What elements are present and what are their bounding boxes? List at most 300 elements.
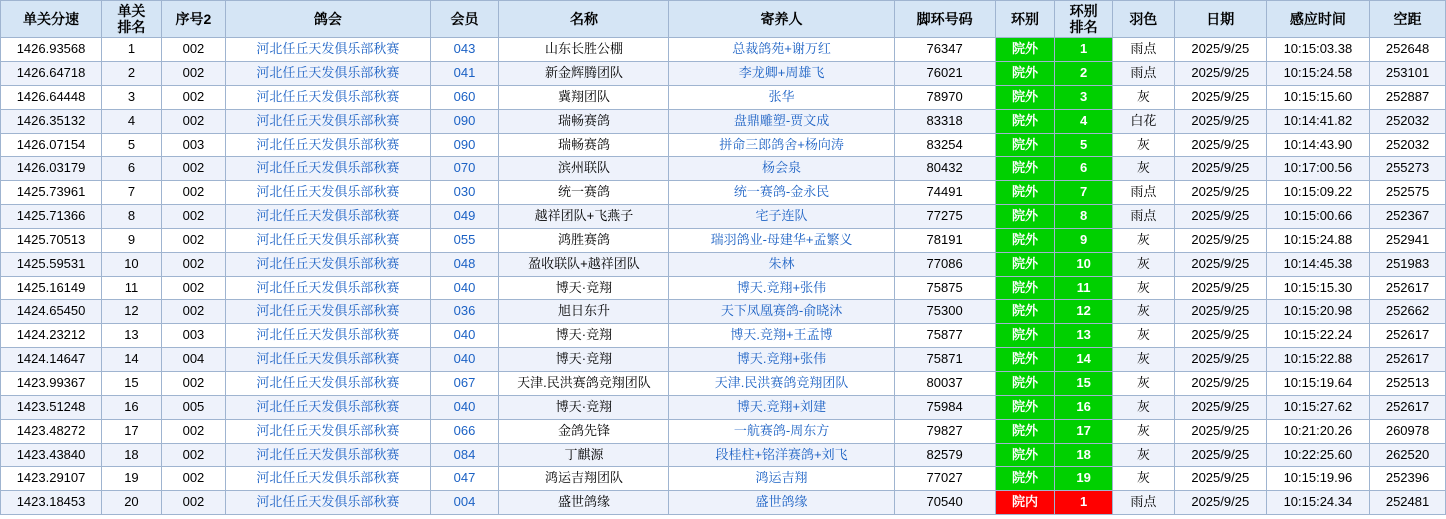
cell-seq: 002 <box>161 419 225 443</box>
cell-dist: 252396 <box>1370 467 1446 491</box>
cell-time: 10:15:19.96 <box>1266 467 1369 491</box>
cell-foster: 博天.竞翔+刘建 <box>669 395 894 419</box>
cell-ring: 78970 <box>894 85 995 109</box>
cell-date: 2025/9/25 <box>1174 348 1266 372</box>
cell-date: 2025/9/25 <box>1174 38 1266 62</box>
column-header-text: 空距 <box>1393 11 1422 28</box>
column-header-text: 名称 <box>569 11 598 28</box>
cell-seq: 002 <box>161 62 225 86</box>
cell-foster: 瑞羽鸽业-母建华+孟繁义 <box>669 228 894 252</box>
cell-dist: 253101 <box>1370 62 1446 86</box>
cell-time: 10:15:15.30 <box>1266 276 1369 300</box>
cell-club: 河北任丘天发俱乐部秋赛 <box>226 372 430 396</box>
cell-area: 院外 <box>995 276 1055 300</box>
cell-seq: 002 <box>161 491 225 515</box>
cell-date: 2025/9/25 <box>1174 133 1266 157</box>
cell-area: 院外 <box>995 419 1055 443</box>
cell-name: 金鸽先锋 <box>499 419 669 443</box>
cell-foster: 段桂柱+铭洋赛鸽+刘飞 <box>669 443 894 467</box>
cell-rank: 16 <box>102 395 162 419</box>
cell-club: 河北任丘天发俱乐部秋赛 <box>226 324 430 348</box>
cell-club: 河北任丘天发俱乐部秋赛 <box>226 181 430 205</box>
cell-name: 天津.民洪赛鸽竞翔团队 <box>499 372 669 396</box>
cell-dist: 252617 <box>1370 324 1446 348</box>
column-header-speed[interactable] <box>1 1 102 38</box>
cell-area: 院外 <box>995 205 1055 229</box>
cell-arank: 8 <box>1055 205 1112 229</box>
column-header-text: 感应时间 <box>1289 11 1346 28</box>
column-header-text: 排名 <box>1069 19 1098 36</box>
cell-arank: 9 <box>1055 228 1112 252</box>
cell-speed: 1423.29107 <box>1 467 102 491</box>
table-row[interactable] <box>1 395 1446 419</box>
cell-ring: 75877 <box>894 324 995 348</box>
cell-dist: 252032 <box>1370 133 1446 157</box>
cell-name: 瑞畅赛鸽 <box>499 109 669 133</box>
column-header-text: 会员 <box>450 11 479 28</box>
cell-date: 2025/9/25 <box>1174 205 1266 229</box>
cell-ring: 75871 <box>894 348 995 372</box>
cell-name: 博天·竞翔 <box>499 395 669 419</box>
table-row[interactable] <box>1 348 1446 372</box>
cell-date: 2025/9/25 <box>1174 276 1266 300</box>
cell-speed: 1423.48272 <box>1 419 102 443</box>
cell-club: 河北任丘天发俱乐部秋赛 <box>226 205 430 229</box>
table-row[interactable] <box>1 491 1446 515</box>
cell-color: 雨点 <box>1112 205 1174 229</box>
column-header-text: 单关分速 <box>23 11 80 28</box>
cell-area: 院外 <box>995 38 1055 62</box>
cell-arank: 6 <box>1055 157 1112 181</box>
table-row[interactable] <box>1 109 1446 133</box>
table-row[interactable] <box>1 300 1446 324</box>
cell-date: 2025/9/25 <box>1174 181 1266 205</box>
table-row[interactable] <box>1 157 1446 181</box>
cell-date: 2025/9/25 <box>1174 467 1266 491</box>
cell-color: 雨点 <box>1112 181 1174 205</box>
cell-dist: 252513 <box>1370 372 1446 396</box>
column-header-member[interactable] <box>430 1 499 38</box>
table-row[interactable] <box>1 181 1446 205</box>
cell-speed: 1424.14647 <box>1 348 102 372</box>
cell-rank: 11 <box>102 276 162 300</box>
cell-color: 灰 <box>1112 300 1174 324</box>
cell-color: 灰 <box>1112 443 1174 467</box>
cell-date: 2025/9/25 <box>1174 252 1266 276</box>
cell-area: 院内 <box>995 491 1055 515</box>
table-row[interactable] <box>1 419 1446 443</box>
table-row[interactable] <box>1 252 1446 276</box>
cell-area: 院外 <box>995 157 1055 181</box>
cell-club: 河北任丘天发俱乐部秋赛 <box>226 157 430 181</box>
cell-name: 博天·竞翔 <box>499 324 669 348</box>
column-header-date[interactable] <box>1174 1 1266 38</box>
column-header-text: 羽色 <box>1129 11 1158 28</box>
cell-dist: 252617 <box>1370 348 1446 372</box>
cell-time: 10:14:41.82 <box>1266 109 1369 133</box>
cell-rank: 13 <box>102 324 162 348</box>
cell-member: 036 <box>430 300 499 324</box>
cell-area: 院外 <box>995 181 1055 205</box>
cell-arank: 5 <box>1055 133 1112 157</box>
cell-color: 灰 <box>1112 157 1174 181</box>
cell-ring: 76021 <box>894 62 995 86</box>
cell-color: 灰 <box>1112 324 1174 348</box>
cell-time: 10:15:09.22 <box>1266 181 1369 205</box>
column-header-dist[interactable] <box>1370 1 1446 38</box>
cell-date: 2025/9/25 <box>1174 157 1266 181</box>
cell-ring: 75984 <box>894 395 995 419</box>
cell-rank: 6 <box>102 157 162 181</box>
cell-club: 河北任丘天发俱乐部秋赛 <box>226 443 430 467</box>
cell-name: 鸿胜赛鸽 <box>499 228 669 252</box>
cell-dist: 252887 <box>1370 85 1446 109</box>
cell-seq: 002 <box>161 181 225 205</box>
cell-arank: 15 <box>1055 372 1112 396</box>
cell-seq: 002 <box>161 38 225 62</box>
cell-speed: 1426.07154 <box>1 133 102 157</box>
cell-speed: 1425.59531 <box>1 252 102 276</box>
cell-foster: 拼命三郎鸽舍+杨向涛 <box>669 133 894 157</box>
cell-arank: 12 <box>1055 300 1112 324</box>
cell-arank: 18 <box>1055 443 1112 467</box>
cell-rank: 19 <box>102 467 162 491</box>
cell-foster: 李龙卿+周雄飞 <box>669 62 894 86</box>
cell-speed: 1426.03179 <box>1 157 102 181</box>
cell-club: 河北任丘天发俱乐部秋赛 <box>226 109 430 133</box>
cell-color: 灰 <box>1112 419 1174 443</box>
cell-date: 2025/9/25 <box>1174 300 1266 324</box>
cell-area: 院外 <box>995 467 1055 491</box>
cell-seq: 002 <box>161 205 225 229</box>
cell-club: 河北任丘天发俱乐部秋赛 <box>226 491 430 515</box>
cell-arank: 1 <box>1055 38 1112 62</box>
cell-seq: 004 <box>161 348 225 372</box>
cell-foster: 博天.竞翔+张伟 <box>669 276 894 300</box>
cell-ring: 82579 <box>894 443 995 467</box>
cell-speed: 1423.18453 <box>1 491 102 515</box>
cell-arank: 10 <box>1055 252 1112 276</box>
cell-area: 院外 <box>995 348 1055 372</box>
cell-member: 060 <box>430 85 499 109</box>
cell-name: 博天·竞翔 <box>499 348 669 372</box>
cell-time: 10:15:20.98 <box>1266 300 1369 324</box>
cell-ring: 77275 <box>894 205 995 229</box>
cell-ring: 83254 <box>894 133 995 157</box>
cell-seq: 002 <box>161 300 225 324</box>
cell-time: 10:14:43.90 <box>1266 133 1369 157</box>
cell-ring: 77027 <box>894 467 995 491</box>
table-header <box>1 1 1446 38</box>
cell-ring: 80037 <box>894 372 995 396</box>
column-header-foster[interactable] <box>669 1 894 38</box>
cell-ring: 80432 <box>894 157 995 181</box>
cell-name: 山东长胜公棚 <box>499 38 669 62</box>
cell-rank: 8 <box>102 205 162 229</box>
cell-rank: 4 <box>102 109 162 133</box>
cell-name: 统一赛鸽 <box>499 181 669 205</box>
cell-name: 冀翔团队 <box>499 85 669 109</box>
cell-rank: 3 <box>102 85 162 109</box>
cell-color: 灰 <box>1112 395 1174 419</box>
cell-speed: 1424.23212 <box>1 324 102 348</box>
cell-date: 2025/9/25 <box>1174 395 1266 419</box>
cell-arank: 14 <box>1055 348 1112 372</box>
cell-rank: 10 <box>102 252 162 276</box>
cell-area: 院外 <box>995 62 1055 86</box>
cell-ring: 75875 <box>894 276 995 300</box>
cell-date: 2025/9/25 <box>1174 372 1266 396</box>
cell-speed: 1425.71366 <box>1 205 102 229</box>
cell-date: 2025/9/25 <box>1174 62 1266 86</box>
cell-club: 河北任丘天发俱乐部秋赛 <box>226 467 430 491</box>
cell-time: 10:14:45.38 <box>1266 252 1369 276</box>
cell-member: 084 <box>430 443 499 467</box>
cell-club: 河北任丘天发俱乐部秋赛 <box>226 300 430 324</box>
column-header-color[interactable] <box>1112 1 1174 38</box>
cell-speed: 1426.93568 <box>1 38 102 62</box>
cell-dist: 252575 <box>1370 181 1446 205</box>
cell-name: 丁麒源 <box>499 443 669 467</box>
cell-dist: 252481 <box>1370 491 1446 515</box>
cell-member: 090 <box>430 133 499 157</box>
cell-color: 灰 <box>1112 252 1174 276</box>
table-row[interactable] <box>1 85 1446 109</box>
cell-foster: 盘鼎雕塑-贾文成 <box>669 109 894 133</box>
column-header-name[interactable] <box>499 1 669 38</box>
cell-arank: 16 <box>1055 395 1112 419</box>
column-header-text: 寄养人 <box>760 11 803 28</box>
cell-club: 河北任丘天发俱乐部秋赛 <box>226 252 430 276</box>
cell-club: 河北任丘天发俱乐部秋赛 <box>226 85 430 109</box>
cell-rank: 20 <box>102 491 162 515</box>
cell-rank: 2 <box>102 62 162 86</box>
cell-time: 10:15:15.60 <box>1266 85 1369 109</box>
cell-dist: 252941 <box>1370 228 1446 252</box>
cell-ring: 76347 <box>894 38 995 62</box>
column-header-seq[interactable] <box>161 1 225 38</box>
cell-date: 2025/9/25 <box>1174 85 1266 109</box>
cell-name: 瑞畅赛鸽 <box>499 133 669 157</box>
column-header-text: 环别 <box>1011 11 1040 28</box>
cell-member: 040 <box>430 276 499 300</box>
cell-date: 2025/9/25 <box>1174 324 1266 348</box>
cell-area: 院外 <box>995 443 1055 467</box>
column-header-text: 鸽会 <box>313 11 342 28</box>
cell-rank: 1 <box>102 38 162 62</box>
cell-foster: 天下凤凰赛鸽-俞晓沐 <box>669 300 894 324</box>
table-row[interactable] <box>1 324 1446 348</box>
column-header-text: 单关 <box>117 3 146 19</box>
cell-dist: 260978 <box>1370 419 1446 443</box>
cell-foster: 鸿运吉翔 <box>669 467 894 491</box>
cell-rank: 18 <box>102 443 162 467</box>
cell-foster: 宅子连队 <box>669 205 894 229</box>
cell-rank: 12 <box>102 300 162 324</box>
cell-area: 院外 <box>995 109 1055 133</box>
cell-date: 2025/9/25 <box>1174 419 1266 443</box>
cell-member: 040 <box>430 395 499 419</box>
cell-club: 河北任丘天发俱乐部秋赛 <box>226 62 430 86</box>
cell-member: 040 <box>430 348 499 372</box>
cell-time: 10:15:22.88 <box>1266 348 1369 372</box>
cell-dist: 262520 <box>1370 443 1446 467</box>
cell-speed: 1423.99367 <box>1 372 102 396</box>
cell-foster: 天津.民洪赛鸽竞翔团队 <box>669 372 894 396</box>
column-header-arank[interactable] <box>1055 1 1112 38</box>
cell-member: 004 <box>430 491 499 515</box>
cell-foster: 张华 <box>669 85 894 109</box>
cell-ring: 79827 <box>894 419 995 443</box>
cell-foster: 总裁鸽苑+谢万红 <box>669 38 894 62</box>
cell-color: 灰 <box>1112 467 1174 491</box>
cell-name: 盛世鸽缘 <box>499 491 669 515</box>
cell-seq: 002 <box>161 443 225 467</box>
cell-date: 2025/9/25 <box>1174 228 1266 252</box>
cell-color: 雨点 <box>1112 38 1174 62</box>
cell-dist: 252617 <box>1370 276 1446 300</box>
cell-area: 院外 <box>995 372 1055 396</box>
cell-area: 院外 <box>995 228 1055 252</box>
cell-arank: 7 <box>1055 181 1112 205</box>
cell-member: 070 <box>430 157 499 181</box>
cell-color: 雨点 <box>1112 62 1174 86</box>
cell-speed: 1423.43840 <box>1 443 102 467</box>
column-header-area[interactable] <box>995 1 1055 38</box>
cell-color: 灰 <box>1112 133 1174 157</box>
cell-speed: 1426.64448 <box>1 85 102 109</box>
cell-area: 院外 <box>995 252 1055 276</box>
cell-name: 越祥团队+飞燕子 <box>499 205 669 229</box>
cell-area: 院外 <box>995 324 1055 348</box>
cell-arank: 2 <box>1055 62 1112 86</box>
table-row[interactable] <box>1 372 1446 396</box>
header-row <box>1 1 1446 38</box>
cell-speed: 1426.35132 <box>1 109 102 133</box>
cell-member: 067 <box>430 372 499 396</box>
cell-seq: 002 <box>161 252 225 276</box>
cell-foster: 博天.竞翔+王孟博 <box>669 324 894 348</box>
cell-arank: 4 <box>1055 109 1112 133</box>
table-row[interactable] <box>1 62 1446 86</box>
cell-club: 河北任丘天发俱乐部秋赛 <box>226 348 430 372</box>
table-row[interactable] <box>1 443 1446 467</box>
cell-member: 041 <box>430 62 499 86</box>
table-row[interactable] <box>1 133 1446 157</box>
cell-name: 鸿运吉翔团队 <box>499 467 669 491</box>
cell-member: 066 <box>430 419 499 443</box>
cell-foster: 盛世鸽缘 <box>669 491 894 515</box>
cell-date: 2025/9/25 <box>1174 109 1266 133</box>
cell-member: 040 <box>430 324 499 348</box>
cell-speed: 1425.70513 <box>1 228 102 252</box>
cell-ring: 83318 <box>894 109 995 133</box>
column-header-ring[interactable] <box>894 1 995 38</box>
cell-time: 10:17:00.56 <box>1266 157 1369 181</box>
cell-time: 10:15:24.34 <box>1266 491 1369 515</box>
cell-club: 河北任丘天发俱乐部秋赛 <box>226 38 430 62</box>
cell-club: 河北任丘天发俱乐部秋赛 <box>226 419 430 443</box>
cell-color: 灰 <box>1112 276 1174 300</box>
column-header-rank[interactable] <box>102 1 162 38</box>
cell-speed: 1426.64718 <box>1 62 102 86</box>
table-body <box>1 38 1446 515</box>
cell-date: 2025/9/25 <box>1174 443 1266 467</box>
cell-arank: 19 <box>1055 467 1112 491</box>
cell-dist: 252617 <box>1370 395 1446 419</box>
column-header-text: 环别 <box>1069 3 1098 19</box>
cell-seq: 003 <box>161 133 225 157</box>
cell-dist: 252032 <box>1370 109 1446 133</box>
cell-dist: 252367 <box>1370 205 1446 229</box>
cell-name: 新金辉腾团队 <box>499 62 669 86</box>
column-header-text: 序号2 <box>175 11 212 28</box>
cell-member: 030 <box>430 181 499 205</box>
cell-rank: 5 <box>102 133 162 157</box>
table-row[interactable] <box>1 276 1446 300</box>
cell-name: 滨州联队 <box>499 157 669 181</box>
cell-time: 10:15:03.38 <box>1266 38 1369 62</box>
column-header-club[interactable] <box>226 1 430 38</box>
table-row[interactable] <box>1 467 1446 491</box>
cell-color: 灰 <box>1112 348 1174 372</box>
table-row[interactable] <box>1 38 1446 62</box>
cell-seq: 005 <box>161 395 225 419</box>
cell-time: 10:15:19.64 <box>1266 372 1369 396</box>
cell-rank: 14 <box>102 348 162 372</box>
cell-arank: 13 <box>1055 324 1112 348</box>
cell-time: 10:22:25.60 <box>1266 443 1369 467</box>
cell-area: 院外 <box>995 395 1055 419</box>
cell-area: 院外 <box>995 300 1055 324</box>
cell-arank: 11 <box>1055 276 1112 300</box>
cell-foster: 博天.竞翔+张伟 <box>669 348 894 372</box>
cell-club: 河北任丘天发俱乐部秋赛 <box>226 395 430 419</box>
cell-dist: 252648 <box>1370 38 1446 62</box>
cell-rank: 15 <box>102 372 162 396</box>
cell-ring: 77086 <box>894 252 995 276</box>
cell-name: 盈收联队+越祥团队 <box>499 252 669 276</box>
table-row[interactable] <box>1 228 1446 252</box>
cell-name: 博天·竞翔 <box>499 276 669 300</box>
cell-ring: 75300 <box>894 300 995 324</box>
cell-dist: 252662 <box>1370 300 1446 324</box>
cell-color: 灰 <box>1112 228 1174 252</box>
cell-member: 055 <box>430 228 499 252</box>
cell-time: 10:15:24.88 <box>1266 228 1369 252</box>
cell-rank: 7 <box>102 181 162 205</box>
cell-member: 043 <box>430 38 499 62</box>
cell-time: 10:21:20.26 <box>1266 419 1369 443</box>
column-header-text: 排名 <box>117 19 146 36</box>
cell-arank: 1 <box>1055 491 1112 515</box>
column-header-time[interactable] <box>1266 1 1369 38</box>
cell-seq: 002 <box>161 85 225 109</box>
cell-color: 白花 <box>1112 109 1174 133</box>
cell-dist: 255273 <box>1370 157 1446 181</box>
cell-seq: 002 <box>161 109 225 133</box>
cell-member: 049 <box>430 205 499 229</box>
cell-foster: 一航赛鸽-周东方 <box>669 419 894 443</box>
cell-rank: 9 <box>102 228 162 252</box>
cell-foster: 杨会泉 <box>669 157 894 181</box>
cell-ring: 70540 <box>894 491 995 515</box>
cell-club: 河北任丘天发俱乐部秋赛 <box>226 133 430 157</box>
cell-club: 河北任丘天发俱乐部秋赛 <box>226 228 430 252</box>
table-row[interactable] <box>1 205 1446 229</box>
column-header-text: 日期 <box>1206 11 1235 28</box>
cell-foster: 朱林 <box>669 252 894 276</box>
